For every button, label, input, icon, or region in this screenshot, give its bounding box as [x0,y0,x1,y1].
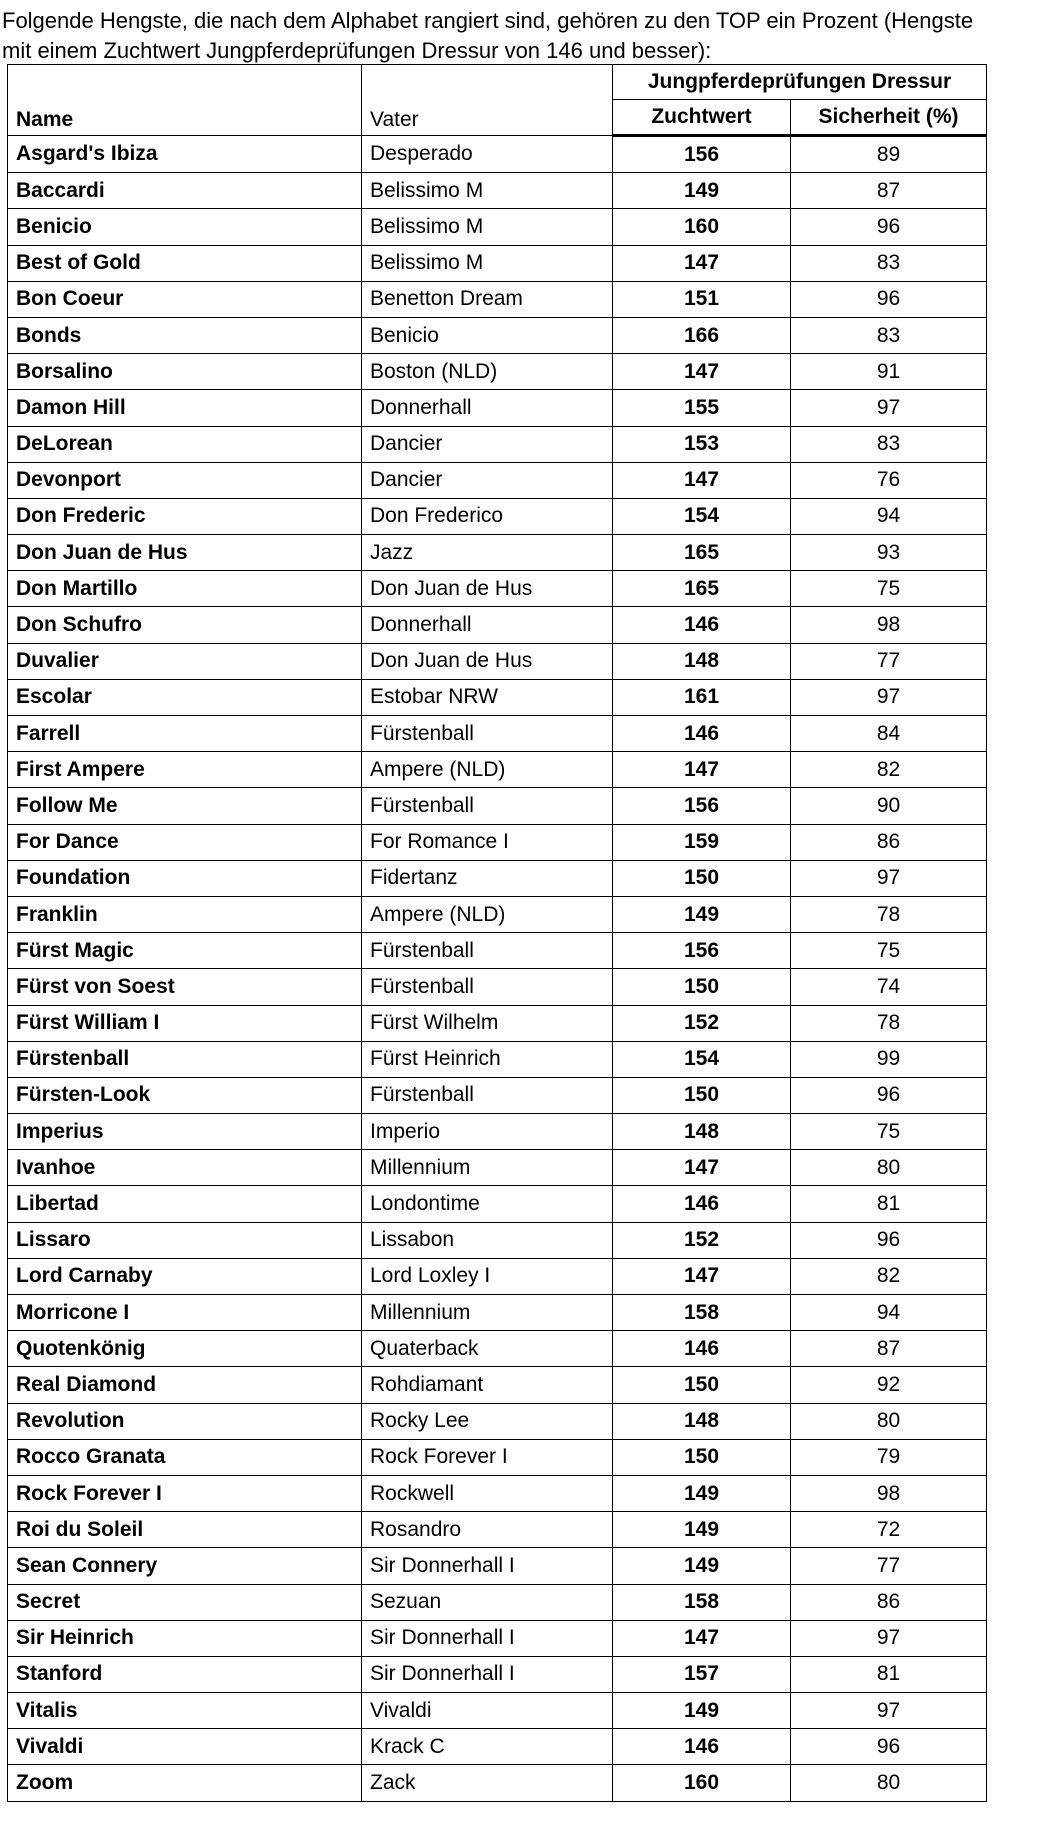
cell-sicherheit: 98 [791,607,987,643]
cell-sicherheit: 75 [791,571,987,607]
table-row [8,1295,987,1331]
intro-text [2,6,1032,66]
cell-name: Foundation [8,860,362,896]
cell-zuchtwert: 146 [613,1186,791,1222]
cell-name: Lord Carnaby [8,1258,362,1294]
cell-sicherheit: 80 [791,1765,987,1801]
cell-sicherheit: 93 [791,535,987,571]
cell-name: Lissaro [8,1222,362,1258]
table-row [8,933,987,969]
cell-name: Quotenkönig [8,1331,362,1367]
cell-sicherheit: 78 [791,1005,987,1041]
cell-zuchtwert: 149 [613,173,791,209]
cell-zuchtwert: 150 [613,969,791,1005]
table-row [8,1656,987,1692]
cell-name: Morricone I [8,1295,362,1331]
cell-zuchtwert: 150 [613,1439,791,1475]
table-row [8,643,987,679]
cell-name: Fürst William I [8,1005,362,1041]
table-row [8,1548,987,1584]
cell-zuchtwert: 157 [613,1656,791,1692]
cell-vater: Fürst Heinrich [362,1041,613,1077]
cell-sicherheit: 97 [791,1693,987,1729]
cell-sicherheit: 74 [791,969,987,1005]
table-row [8,571,987,607]
cell-name: Vitalis [8,1693,362,1729]
cell-vater: Donnerhall [362,390,613,426]
cell-zuchtwert: 156 [613,136,791,173]
cell-name: Don Frederic [8,498,362,534]
table-row [8,426,987,462]
cell-vater: Fürstenball [362,933,613,969]
table-row [8,1258,987,1294]
cell-vater: Belissimo M [362,209,613,245]
cell-zuchtwert: 151 [613,281,791,317]
cell-name: Fürsten-Look [8,1077,362,1113]
cell-name: Follow Me [8,788,362,824]
cell-zuchtwert: 154 [613,498,791,534]
cell-vater: Estobar NRW [362,679,613,715]
cell-name: Vivaldi [8,1729,362,1765]
intro-line-2: mit einem Zuchtwert Jungpferdeprüfungen Dressur von 146 und besser): [2,38,712,63]
cell-vater: Vivaldi [362,1693,613,1729]
table-body [8,136,987,1802]
cell-sicherheit: 82 [791,1258,987,1294]
cell-sicherheit: 81 [791,1656,987,1692]
table-header [8,65,987,136]
cell-sicherheit: 86 [791,824,987,860]
cell-sicherheit: 99 [791,1041,987,1077]
cell-zuchtwert: 166 [613,317,791,353]
cell-zuchtwert: 149 [613,896,791,932]
cell-name: Real Diamond [8,1367,362,1403]
cell-sicherheit: 97 [791,860,987,896]
cell-sicherheit: 80 [791,1150,987,1186]
cell-vater: Imperio [362,1114,613,1150]
cell-zuchtwert: 146 [613,716,791,752]
cell-zuchtwert: 160 [613,1765,791,1801]
cell-zuchtwert: 149 [613,1475,791,1511]
cell-name: Bonds [8,317,362,353]
cell-vater: Desperado [362,136,613,173]
cell-vater: Donnerhall [362,607,613,643]
table-row [8,1186,987,1222]
cell-zuchtwert: 150 [613,1367,791,1403]
header-sicherheit: Sicherheit (%) [791,100,987,136]
cell-sicherheit: 96 [791,209,987,245]
cell-sicherheit: 97 [791,390,987,426]
cell-zuchtwert: 153 [613,426,791,462]
cell-name: Don Martillo [8,571,362,607]
cell-sicherheit: 75 [791,933,987,969]
cell-name: Farrell [8,716,362,752]
cell-vater: Ampere (NLD) [362,752,613,788]
cell-vater: Sir Donnerhall I [362,1548,613,1584]
cell-sicherheit: 96 [791,1729,987,1765]
cell-vater: Sir Donnerhall I [362,1620,613,1656]
cell-zuchtwert: 148 [613,1114,791,1150]
cell-vater: Don Frederico [362,498,613,534]
cell-name: Roi du Soleil [8,1512,362,1548]
cell-sicherheit: 82 [791,752,987,788]
cell-sicherheit: 79 [791,1439,987,1475]
table-row [8,209,987,245]
header-vater: Vater [362,65,613,136]
cell-sicherheit: 78 [791,896,987,932]
cell-name: Sean Connery [8,1548,362,1584]
cell-name: Devonport [8,462,362,498]
cell-zuchtwert: 147 [613,1258,791,1294]
stallion-table [7,64,987,1802]
cell-name: First Ampere [8,752,362,788]
cell-zuchtwert: 149 [613,1548,791,1584]
cell-vater: Fidertanz [362,860,613,896]
cell-zuchtwert: 147 [613,1620,791,1656]
cell-name: DeLorean [8,426,362,462]
cell-vater: Lord Loxley I [362,1258,613,1294]
cell-sicherheit: 83 [791,317,987,353]
cell-vater: Benetton Dream [362,281,613,317]
cell-sicherheit: 75 [791,1114,987,1150]
cell-name: Fürstenball [8,1041,362,1077]
cell-zuchtwert: 147 [613,462,791,498]
cell-vater: Belissimo M [362,173,613,209]
cell-sicherheit: 77 [791,1548,987,1584]
cell-zuchtwert: 146 [613,607,791,643]
cell-vater: Millennium [362,1150,613,1186]
cell-vater: Sezuan [362,1584,613,1620]
cell-sicherheit: 87 [791,173,987,209]
cell-vater: Fürstenball [362,716,613,752]
cell-sicherheit: 98 [791,1475,987,1511]
cell-name: Benicio [8,209,362,245]
cell-name: Bon Coeur [8,281,362,317]
table-row [8,390,987,426]
table-row [8,1765,987,1801]
cell-zuchtwert: 160 [613,209,791,245]
cell-zuchtwert: 158 [613,1584,791,1620]
cell-vater: Quaterback [362,1331,613,1367]
cell-zuchtwert: 148 [613,643,791,679]
cell-sicherheit: 97 [791,1620,987,1656]
table-row [8,1620,987,1656]
cell-name: Ivanhoe [8,1150,362,1186]
cell-zuchtwert: 147 [613,245,791,281]
cell-vater: Fürstenball [362,1077,613,1113]
table-row [8,1150,987,1186]
table-row [8,1693,987,1729]
cell-zuchtwert: 149 [613,1512,791,1548]
cell-vater: Rohdiamant [362,1367,613,1403]
cell-zuchtwert: 156 [613,933,791,969]
cell-zuchtwert: 165 [613,535,791,571]
cell-sicherheit: 96 [791,1077,987,1113]
table-row [8,535,987,571]
table-row [8,1584,987,1620]
table-row [8,716,987,752]
cell-name: Fürst Magic [8,933,362,969]
table-row [8,824,987,860]
cell-vater: Fürstenball [362,788,613,824]
cell-sicherheit: 87 [791,1331,987,1367]
cell-zuchtwert: 165 [613,571,791,607]
cell-sicherheit: 94 [791,1295,987,1331]
cell-sicherheit: 92 [791,1367,987,1403]
cell-vater: Belissimo M [362,245,613,281]
cell-zuchtwert: 149 [613,1693,791,1729]
table-row [8,1005,987,1041]
cell-sicherheit: 91 [791,354,987,390]
header-name: Name [8,65,362,136]
table-row [8,788,987,824]
cell-zuchtwert: 146 [613,1331,791,1367]
table-row [8,1512,987,1548]
cell-sicherheit: 83 [791,245,987,281]
table-row [8,1439,987,1475]
cell-sicherheit: 86 [791,1584,987,1620]
table-row [8,1331,987,1367]
table-row [8,462,987,498]
cell-vater: Fürst Wilhelm [362,1005,613,1041]
cell-zuchtwert: 148 [613,1403,791,1439]
table-row [8,245,987,281]
table-row [8,354,987,390]
cell-vater: Dancier [362,426,613,462]
cell-sicherheit: 83 [791,426,987,462]
cell-name: Escolar [8,679,362,715]
cell-name: Asgard's Ibiza [8,136,362,173]
cell-name: Don Schufro [8,607,362,643]
cell-name: Duvalier [8,643,362,679]
cell-name: Franklin [8,896,362,932]
header-group-jungpferde: Jungpferdeprüfungen Dressur [613,65,987,100]
cell-zuchtwert: 159 [613,824,791,860]
table-row [8,498,987,534]
table-row [8,1729,987,1765]
cell-vater: For Romance I [362,824,613,860]
cell-vater: Boston (NLD) [362,354,613,390]
table-row [8,281,987,317]
cell-name: Damon Hill [8,390,362,426]
cell-sicherheit: 77 [791,643,987,679]
cell-sicherheit: 96 [791,1222,987,1258]
table-row [8,1403,987,1439]
cell-zuchtwert: 146 [613,1729,791,1765]
cell-vater: Don Juan de Hus [362,571,613,607]
table-row [8,752,987,788]
table-row [8,969,987,1005]
cell-zuchtwert: 147 [613,1150,791,1186]
cell-sicherheit: 94 [791,498,987,534]
cell-sicherheit: 76 [791,462,987,498]
cell-name: Revolution [8,1403,362,1439]
cell-name: Baccardi [8,173,362,209]
cell-name: Rocco Granata [8,1439,362,1475]
cell-name: For Dance [8,824,362,860]
table-row [8,136,987,173]
cell-name: Libertad [8,1186,362,1222]
cell-sicherheit: 81 [791,1186,987,1222]
table-row [8,173,987,209]
cell-vater: Lissabon [362,1222,613,1258]
cell-zuchtwert: 150 [613,860,791,896]
cell-zuchtwert: 156 [613,788,791,824]
cell-name: Don Juan de Hus [8,535,362,571]
cell-sicherheit: 90 [791,788,987,824]
cell-zuchtwert: 147 [613,752,791,788]
table-row [8,896,987,932]
header-zuchtwert: Zuchtwert [613,100,791,136]
table-row [8,607,987,643]
cell-name: Rock Forever I [8,1475,362,1511]
table-row [8,317,987,353]
table-row [8,1475,987,1511]
table-row [8,1077,987,1113]
cell-vater: Londontime [362,1186,613,1222]
cell-sicherheit: 80 [791,1403,987,1439]
table-row [8,1041,987,1077]
cell-zuchtwert: 154 [613,1041,791,1077]
cell-vater: Don Juan de Hus [362,643,613,679]
cell-zuchtwert: 150 [613,1077,791,1113]
cell-zuchtwert: 158 [613,1295,791,1331]
cell-name: Sir Heinrich [8,1620,362,1656]
table-row [8,679,987,715]
cell-sicherheit: 97 [791,679,987,715]
cell-name: Borsalino [8,354,362,390]
cell-sicherheit: 84 [791,716,987,752]
cell-vater: Fürstenball [362,969,613,1005]
cell-vater: Ampere (NLD) [362,896,613,932]
cell-zuchtwert: 152 [613,1005,791,1041]
intro-line-1: Folgende Hengste, die nach dem Alphabet rangiert sind, gehören zu den TOP ein Prozent (Hengste [2,8,974,33]
cell-vater: Zack [362,1765,613,1801]
cell-name: Fürst von Soest [8,969,362,1005]
cell-vater: Benicio [362,317,613,353]
cell-name: Secret [8,1584,362,1620]
cell-sicherheit: 72 [791,1512,987,1548]
cell-zuchtwert: 147 [613,354,791,390]
cell-vater: Rocky Lee [362,1403,613,1439]
table-row [8,860,987,896]
cell-vater: Rockwell [362,1475,613,1511]
cell-vater: Millennium [362,1295,613,1331]
cell-name: Best of Gold [8,245,362,281]
cell-name: Stanford [8,1656,362,1692]
cell-zuchtwert: 152 [613,1222,791,1258]
cell-sicherheit: 89 [791,136,987,173]
table-row [8,1222,987,1258]
table-row [8,1367,987,1403]
cell-name: Imperius [8,1114,362,1150]
table-row [8,1114,987,1150]
cell-zuchtwert: 155 [613,390,791,426]
cell-sicherheit: 96 [791,281,987,317]
cell-vater: Rosandro [362,1512,613,1548]
cell-vater: Rock Forever I [362,1439,613,1475]
cell-name: Zoom [8,1765,362,1801]
cell-zuchtwert: 161 [613,679,791,715]
cell-vater: Krack C [362,1729,613,1765]
cell-vater: Dancier [362,462,613,498]
cell-vater: Jazz [362,535,613,571]
cell-vater: Sir Donnerhall I [362,1656,613,1692]
